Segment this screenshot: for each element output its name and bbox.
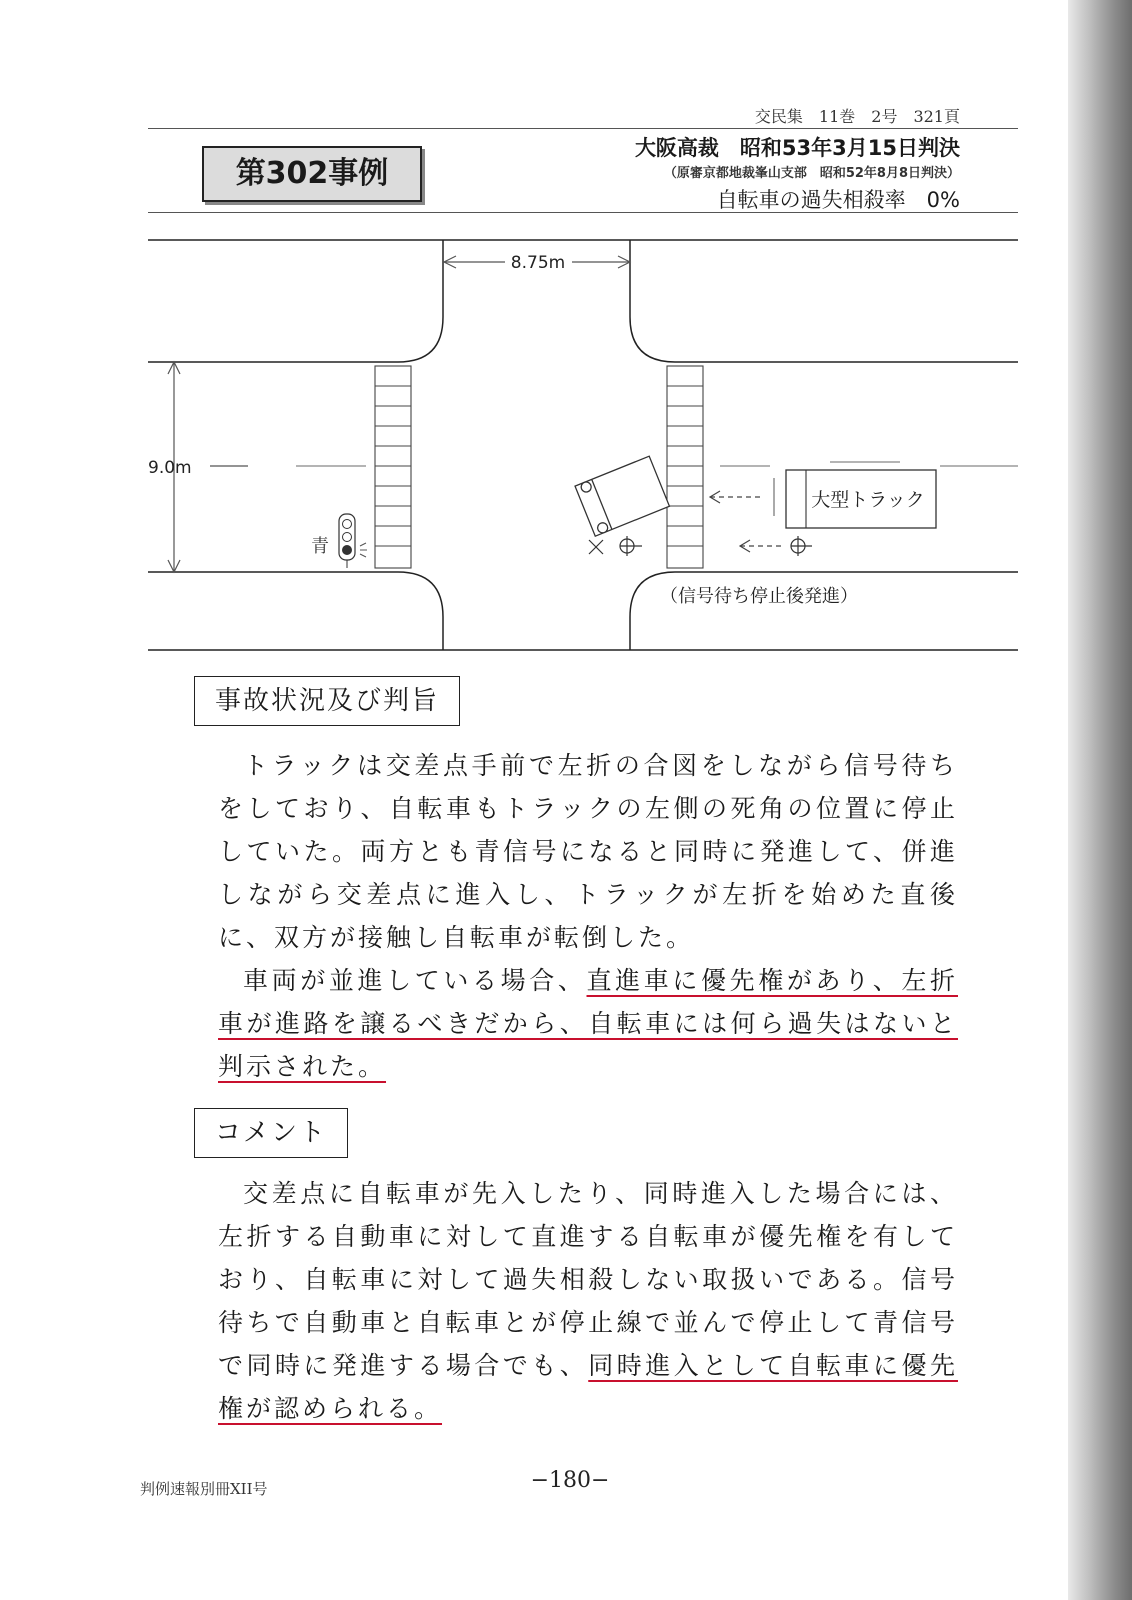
center-lines: [296, 462, 1018, 466]
truck-direction-arrow-icon: [710, 491, 760, 503]
road-edge-top-left: [148, 240, 443, 362]
comment-underlined: 同時進入として自転車に優先権が認められる。: [218, 1351, 958, 1423]
road-height-label: 9.0m: [148, 458, 192, 478]
comment-description: [218, 1172, 958, 1430]
accident-description: [218, 744, 958, 1088]
accident-paragraph-1: トラックは交差点手前で左折の合図をしながら信号待ちをしており、自転車もトラックの左側の死角の位置に停止していた。両方とも青信号になると同時に発進して、併進しながら交差点に進入し、トラックが左折を始めた直後に、双方が接触し自転車が転倒した。: [218, 751, 958, 952]
bicycle-direction-arrow-icon: [740, 540, 782, 552]
original-decision: （原審京都地裁峯山支部 昭和52年8月8日判決）: [663, 166, 960, 181]
negligence-ratio: 自転車の過失相殺率 0%: [716, 188, 960, 212]
case-number-box: 第302事例: [202, 146, 422, 202]
truck-label: 大型トラック: [811, 489, 925, 511]
road-edge-bottom-left: [148, 572, 443, 650]
signal-label: 青: [311, 536, 329, 557]
crosswalk-left: [375, 366, 411, 568]
accident-paragraph-2: [218, 959, 958, 1088]
ruling-underlined: 直進車に優先権があり、左折車が進路を譲るべきだから、自転車には何ら過失はないと判示された。: [218, 966, 958, 1081]
road-edge-bottom-right: [630, 572, 1018, 650]
source-citation: 交民集 11巻 2号 321頁: [754, 107, 960, 126]
publication-name: 判例速報別冊XII号: [140, 1480, 268, 1498]
comment-section-title: コメント: [194, 1108, 348, 1158]
crosswalk-right: [667, 366, 703, 568]
comment-paragraph-plain: 交差点に自転車が先入したり、同時進入した場合には、左折する自動車に対して直進する自転車が優先権を有しており、自転車に対して過失相殺しない取扱いである。信号待ちで自動車と自転車とが停止線で並んで停止して青信号で同時に発進する場合でも、: [218, 1179, 958, 1380]
page-number: −180−: [530, 1468, 610, 1493]
comment-paragraph: [218, 1172, 958, 1430]
court-decision: 大阪高裁 昭和53年3月15日判決: [634, 136, 960, 160]
collision-mark-icon: [589, 540, 603, 554]
bicycle-collision-icon: [620, 536, 642, 556]
turning-truck-icon: [575, 456, 669, 536]
truck-note: （信号待ち停止後発進）: [660, 586, 858, 607]
road-edge-top-right: [630, 240, 1018, 362]
road-width-label: 8.75m: [510, 253, 566, 273]
bicycle-start-icon: [791, 536, 812, 556]
accident-paragraph-2-plain: 車両が並進している場合、: [243, 966, 587, 995]
accident-section-title: 事故状況及び判旨: [194, 676, 460, 726]
traffic-signal-icon: [339, 514, 367, 568]
